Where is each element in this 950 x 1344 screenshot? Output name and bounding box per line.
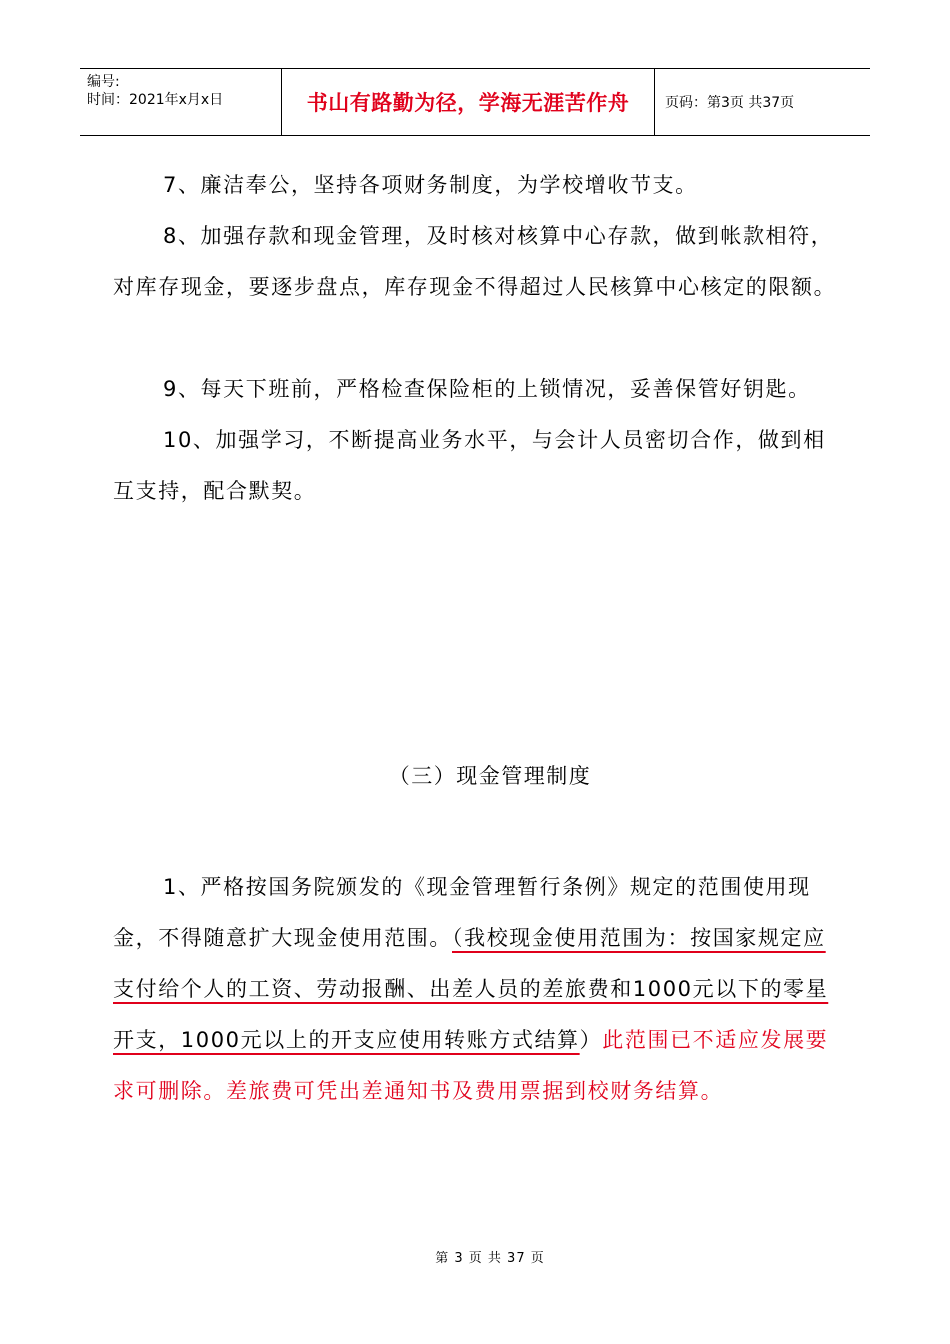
list-item: 9、每天下班前，严格检查保险柜的上锁情况，妥善保管好钥匙。 bbox=[163, 377, 811, 401]
cash-rule-paragraph bbox=[113, 862, 843, 1117]
list-item: 7、廉洁奉公，坚持各项财务制度，为学校增收节支。 bbox=[163, 173, 698, 197]
page-header bbox=[80, 68, 870, 136]
header-meta bbox=[80, 69, 282, 135]
cash-scope-close: ） bbox=[579, 1028, 603, 1052]
cash-rule-text: 1、严格按国务院颁发的《现金管理暂行条例》规定的范围使用现金，不得随意扩大现金使用范围。 bbox=[113, 875, 811, 950]
section-title: （三）现金管理制度 bbox=[388, 764, 592, 788]
header-page-info: 页码：第3页 共37页 bbox=[665, 95, 795, 111]
document-number-label: 编号: bbox=[87, 74, 120, 90]
list-item: 10、加强学习，不断提高业务水平，与会计人员密切合作，做到相互支持，配合默契。 bbox=[113, 428, 826, 503]
header-motto: 书山有路勤为径，学海无涯苦作舟 bbox=[282, 69, 655, 135]
list-item: 8、加强存款和现金管理，及时核对核算中心存款，做到帐款相符，对库存现金，要逐步盘点，库存现金不得超过人民核算中心核定的限额。 bbox=[113, 224, 837, 299]
page-footer: 第 3 页 共 37 页 bbox=[435, 1251, 545, 1266]
cash-scope-underlined: （我校现金使用范围为：按国家规定应支付给个人的工资、劳动报酬、出差人员的差旅费和1000元以下的零星开支，1000元以上的开支应使用转账方式结算 bbox=[113, 926, 829, 1052]
document-time: 时间：2021年x月x日 bbox=[87, 92, 224, 108]
cash-scope-revision-note: 此范围已不适应发展要求可删除。差旅费可凭出差通知书及费用票据到校财务结算。 bbox=[113, 1028, 829, 1103]
